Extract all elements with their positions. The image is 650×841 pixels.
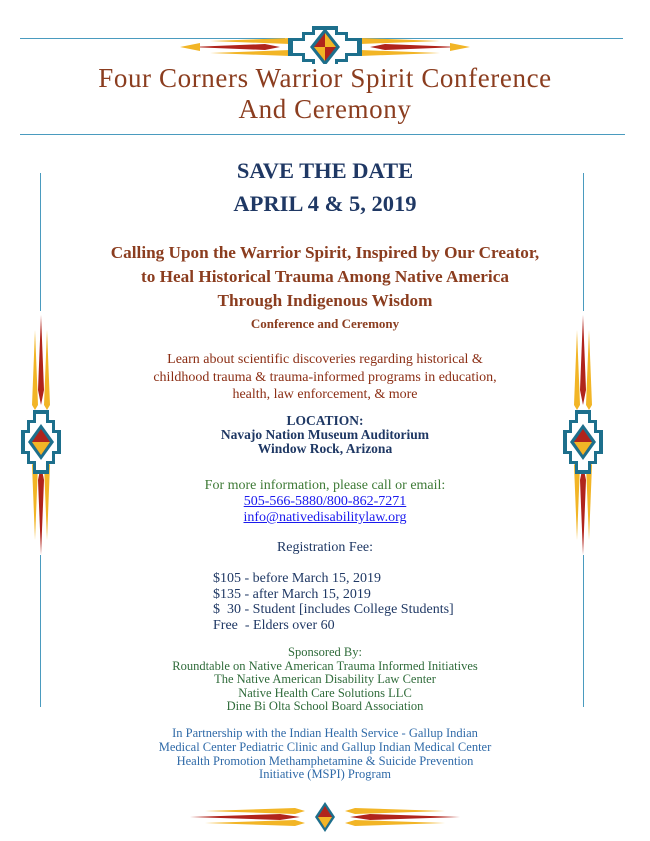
registration-fee-list [213, 571, 454, 633]
phone-link[interactable]: 505-566-5880/800-862-7271 [243, 494, 407, 509]
theme-subtitle: Conference and Ceremony [250, 316, 400, 331]
sponsors-label: Sponsored By: [288, 645, 362, 659]
sponsor-item: The Native American Disability Law Center [214, 672, 436, 687]
location-block [0, 414, 650, 456]
location-label: LOCATION: [286, 413, 364, 428]
feather-bottom-left-icon [190, 808, 305, 826]
partnership-line-2: Medical Center Pediatric Clinic and Gallup Indian Medical Center [158, 739, 492, 754]
fee-row: $135 - after March 15, 2019 [213, 586, 371, 602]
title-line-1: Four Corners Warrior Spirit Conference [98, 63, 552, 93]
theme-line-1: Calling Upon the Warrior Spirit, Inspired by Our Creator, [110, 243, 540, 262]
header-divider [20, 134, 625, 135]
conference-title [0, 63, 650, 125]
sponsor-item: Native Health Care Solutions LLC [238, 685, 412, 700]
description-line-3: health, law enforcement, & more [232, 387, 418, 402]
partnership-line-3: Health Promotion Methamphetamine & Suicide Prevention [176, 753, 474, 768]
contact-block [0, 478, 650, 526]
event-dates: APRIL 4 & 5, 2019 [233, 191, 417, 216]
description-line-1: Learn about scientific discoveries regarding historical & [167, 352, 483, 367]
feather-bottom-right-icon [345, 808, 460, 826]
theme-line-2: to Heal Historical Trauma Among Native America [141, 267, 509, 286]
conference-theme [0, 241, 650, 313]
feather-left-icon [180, 38, 300, 56]
title-line-2: And Ceremony [238, 94, 412, 124]
diamond-emblem-icon [288, 26, 362, 64]
feather-right-icon [350, 38, 470, 56]
partnership-line-1: In Partnership with the Indian Health Service - Gallup Indian [172, 726, 478, 740]
fee-row: $105 - before March 15, 2019 [213, 571, 381, 586]
diamond-bottom-icon [315, 802, 335, 832]
save-the-date-heading: SAVE THE DATE [236, 158, 414, 183]
save-the-date [0, 154, 650, 220]
registration-fee-label: Registration Fee: [276, 540, 374, 555]
contact-prompt: For more information, please call or email: [204, 478, 446, 493]
sponsor-item: Roundtable on Native American Trauma Informed Initiatives [172, 658, 478, 673]
fee-row: $ 30 - Student [includes College Students] [213, 602, 454, 617]
event-description [0, 351, 650, 404]
sponsors-block [0, 646, 650, 714]
description-line-2: childhood trauma & trauma-informed programs in education, [153, 369, 497, 385]
email-link[interactable]: info@nativedisabilitylaw.org [243, 510, 407, 525]
top-arrow-ornament [170, 14, 480, 64]
location-city: Window Rock, Arizona [257, 441, 393, 456]
theme-line-3: Through Indigenous Wisdom [217, 291, 433, 310]
location-venue: Navajo Nation Museum Auditorium [220, 427, 430, 442]
partnership-block [0, 727, 650, 782]
bottom-arrow-ornament [185, 800, 465, 834]
partnership-line-4: Initiative (MSPI) Program [259, 767, 391, 782]
sponsor-item: Dine Bi Olta School Board Association [226, 699, 424, 714]
fee-row: Free - Elders over 60 [213, 617, 335, 633]
